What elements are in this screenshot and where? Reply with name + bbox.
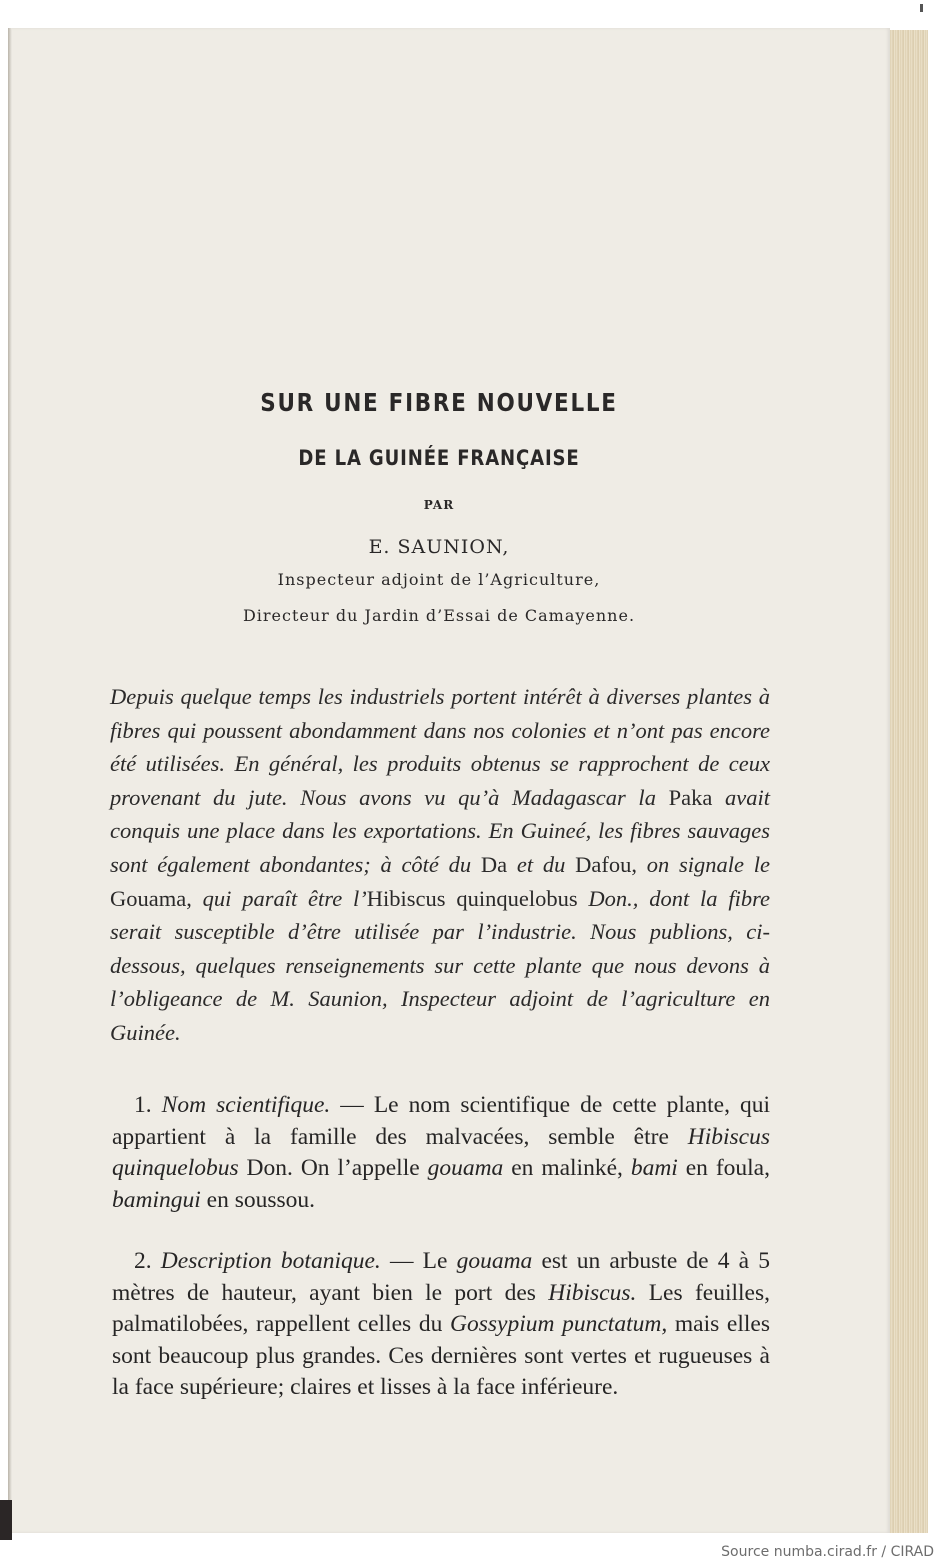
page-edge <box>890 30 928 1533</box>
abstract-text: Depuis quelque temps les industriels portent intérêt à diverses plantes à fibres qui poussent abondamment dans nos colonies et n’ont pas encore été utilisées. En général, les produits obtenus se rapprochent de ceux provenant du jute. Nous avons vu qu’à Madagascar la <box>110 684 770 810</box>
book-page <box>8 28 890 1533</box>
section-text: en soussou. <box>200 1186 316 1213</box>
section-heading: Description botanique. <box>160 1248 381 1274</box>
abstract-text: avait conquis une place dans les exportations. En Guineé, les fibres sauvages sont également abondantes; à côté du <box>110 784 770 877</box>
abstract-text: Don., dont la fibre serait susceptible d’être utilisée par l’industrie. Nous publions, ci-dessous, quelques renseignements sur cette plante que nous devons à l’obligeance de M. Saunion, Inspecteur adjoint de l’agriculture en Guinée. <box>110 885 770 1045</box>
source-credit: Source numba.cirad.fr / CIRAD <box>721 1544 934 1560</box>
abstract-text: on signale le <box>637 851 770 877</box>
author-name: E. SAUNION, <box>368 536 510 558</box>
abstract-text: et du <box>507 851 576 877</box>
article-title: SUR UNE FIBRE NOUVELLE <box>260 388 618 417</box>
abstract-term-da: Da <box>480 851 508 877</box>
section-italic-term: Hibiscus. <box>548 1279 637 1306</box>
section-italic-term: bami <box>630 1155 678 1181</box>
section-text: mais elles sont beaucoup plus grandes. Ces dernières sont vertes et rugueuses à la face supérieure; claires et lisses à la face inférieure. <box>112 1311 771 1400</box>
abstract-term-paka: Paka <box>668 784 713 810</box>
section-number: 1. <box>134 1092 152 1118</box>
section-number: 2. <box>134 1248 152 1274</box>
section-italic-term: bamingui <box>112 1186 201 1213</box>
byline-par: PAR <box>423 498 455 512</box>
abstract-paragraph <box>110 680 770 1050</box>
section-italic-term: gouama <box>456 1248 533 1274</box>
section-scientific-name <box>112 1090 770 1216</box>
abstract-term-gouama: Gouama, <box>110 885 192 911</box>
section-botanical-description <box>112 1246 770 1404</box>
author-role-2: Directeur du Jardin d’Essai de Camayenne. <box>242 606 636 625</box>
section-text: en malinké, <box>503 1155 631 1181</box>
author-role-1: Inspecteur adjoint de l’Agriculture, <box>277 570 601 589</box>
section-italic-term: Gossypium punctatum, <box>450 1311 668 1337</box>
abstract-text: qui paraît être l’ <box>191 885 367 911</box>
scan-corner <box>0 1500 12 1540</box>
section-text: — Le nom scientifique de cette plante, qui appartient à la famille des malvacées, semble être <box>112 1092 771 1150</box>
abstract-term-dafou: Dafou, <box>575 851 638 877</box>
article-subtitle: DE LA GUINÉE FRANÇAISE <box>298 446 580 470</box>
section-text: — Le <box>380 1248 457 1274</box>
scan-mark <box>920 4 923 12</box>
page-gutter-shadow <box>8 28 12 1533</box>
section-text: en foula, <box>677 1155 770 1181</box>
section-italic-term: Hibiscus quinquelobus <box>112 1123 770 1181</box>
abstract-term-hibiscus: Hibiscus quinquelobus <box>366 885 578 911</box>
section-italic-term: gouama <box>427 1155 504 1181</box>
section-text: Les feuilles, palmatilobées, rappellent celles du <box>112 1279 770 1337</box>
section-text: est un arbuste de 4 à 5 mètres de hauteur, ayant bien le port des <box>112 1248 771 1306</box>
section-text: Don. On l’appelle <box>238 1155 428 1181</box>
section-heading: Nom scientifique. <box>161 1092 331 1118</box>
